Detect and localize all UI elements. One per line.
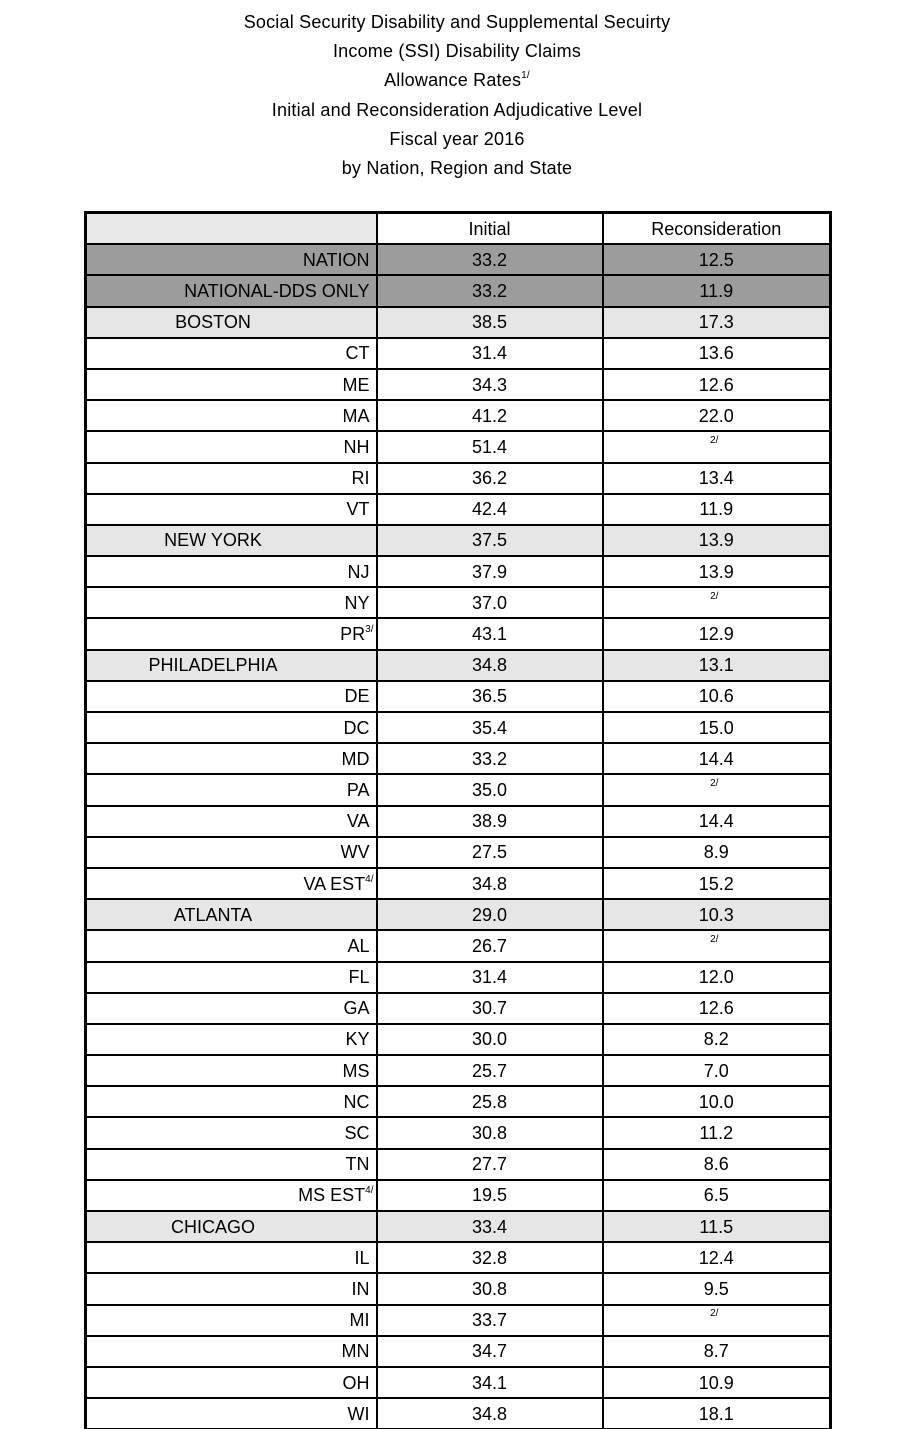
state-row [86, 774, 831, 805]
header-reconsideration: Reconsideration [603, 213, 831, 245]
header-initial: Initial [377, 213, 603, 245]
reconsideration-rate-cell: 11.9 [603, 494, 831, 525]
initial-rate-cell: 37.9 [377, 556, 603, 587]
reconsideration-footnote-marker: 2/ [710, 933, 719, 945]
row-label-cell [86, 1055, 377, 1086]
row-label-cell [86, 1180, 377, 1211]
reconsideration-rate-cell: 10.9 [603, 1367, 831, 1398]
reconsideration-rate-cell: 18.1 [603, 1398, 831, 1429]
reconsideration-rate-cell: 6.5 [603, 1180, 831, 1211]
reconsideration-rate-cell: 13.9 [603, 525, 831, 556]
state-row [86, 1149, 831, 1180]
nation-row [86, 275, 831, 306]
state-row [86, 1117, 831, 1148]
state-row [86, 930, 831, 961]
reconsideration-rate-cell: 12.6 [603, 369, 831, 400]
initial-rate-cell: 34.8 [377, 1398, 603, 1429]
row-label-cell [86, 993, 377, 1024]
reconsideration-rate-cell: 22.0 [603, 400, 831, 431]
row-label-cell [86, 650, 377, 681]
row-label: PHILADELPHIA [148, 655, 278, 676]
allowance-rates-table [84, 211, 832, 1429]
label-footnote-marker: 4/ [365, 873, 374, 885]
reconsideration-rate-cell: 15.0 [603, 712, 831, 743]
row-label: NY [344, 592, 370, 613]
reconsideration-rate-cell [603, 587, 831, 618]
row-label: DE [344, 686, 370, 707]
initial-rate-cell: 33.2 [377, 743, 603, 774]
initial-rate-cell: 34.1 [377, 1367, 603, 1398]
row-label: PR [340, 624, 366, 645]
reconsideration-rate-cell: 12.6 [603, 993, 831, 1024]
state-row [86, 1305, 831, 1336]
row-label: RI [351, 468, 370, 489]
row-label: AL [347, 935, 370, 956]
row-label: IL [354, 1247, 370, 1268]
reconsideration-rate-cell: 12.5 [603, 244, 831, 275]
row-label-cell [86, 618, 377, 649]
row-label-cell [86, 962, 377, 993]
reconsideration-footnote-marker: 2/ [710, 1308, 719, 1320]
region-row [86, 1211, 831, 1242]
initial-rate-cell: 38.9 [377, 806, 603, 837]
reconsideration-rate-cell: 14.4 [603, 743, 831, 774]
table-header-row [86, 213, 831, 245]
row-label-cell [86, 494, 377, 525]
reconsideration-rate-cell: 10.6 [603, 681, 831, 712]
state-row [86, 1336, 831, 1367]
report-title [0, 8, 914, 183]
reconsideration-rate-cell: 13.6 [603, 338, 831, 369]
reconsideration-rate-cell: 7.0 [603, 1055, 831, 1086]
row-label-cell [86, 431, 377, 462]
state-row [86, 993, 831, 1024]
initial-rate-cell: 51.4 [377, 431, 603, 462]
row-label-cell [86, 307, 377, 338]
row-label: SC [344, 1123, 370, 1144]
header-label-cell [86, 213, 377, 245]
initial-rate-cell: 32.8 [377, 1242, 603, 1273]
reconsideration-rate-cell [603, 431, 831, 462]
state-row [86, 962, 831, 993]
state-row [86, 743, 831, 774]
reconsideration-rate-cell: 12.4 [603, 1242, 831, 1273]
row-label-cell [86, 837, 377, 868]
reconsideration-rate-cell: 10.3 [603, 899, 831, 930]
reconsideration-rate-cell [603, 774, 831, 805]
row-label-cell [86, 1336, 377, 1367]
region-label-wrap [87, 312, 339, 332]
row-label-cell [86, 743, 377, 774]
row-label-cell [86, 1211, 377, 1242]
state-row [86, 1398, 831, 1429]
row-label: VA EST [303, 873, 366, 894]
initial-rate-cell: 30.8 [377, 1117, 603, 1148]
title-line-4: Initial and Reconsideration Adjudicative Level [271, 99, 643, 120]
initial-rate-cell: 42.4 [377, 494, 603, 525]
row-label: NATIONAL-DDS ONLY [184, 280, 370, 301]
row-label-cell [86, 1398, 377, 1429]
row-label: MA [342, 405, 370, 426]
row-label-cell [86, 868, 377, 899]
reconsideration-rate-cell: 13.4 [603, 463, 831, 494]
row-label-cell [86, 930, 377, 961]
row-label: VA [346, 811, 370, 832]
initial-rate-cell: 38.5 [377, 307, 603, 338]
row-label: WV [340, 842, 370, 863]
title-line-6: by Nation, Region and State [341, 158, 573, 179]
reconsideration-rate-cell: 8.6 [603, 1149, 831, 1180]
initial-rate-cell: 29.0 [377, 899, 603, 930]
initial-rate-cell: 34.7 [377, 1336, 603, 1367]
title-line-5: Fiscal year 2016 [389, 128, 525, 149]
initial-rate-cell: 37.5 [377, 525, 603, 556]
title-footnote-marker: 1/ [521, 70, 530, 82]
region-row [86, 650, 831, 681]
reconsideration-rate-cell: 12.0 [603, 962, 831, 993]
reconsideration-footnote-marker: 2/ [710, 777, 719, 789]
state-row [86, 338, 831, 369]
row-label: ATLANTA [173, 904, 253, 925]
row-label: WI [347, 1403, 370, 1424]
row-label: FL [348, 967, 370, 988]
state-row [86, 1180, 831, 1211]
reconsideration-rate-cell: 13.9 [603, 556, 831, 587]
row-label-cell [86, 712, 377, 743]
reconsideration-rate-cell: 12.9 [603, 618, 831, 649]
reconsideration-rate-cell: 13.1 [603, 650, 831, 681]
row-label-cell [86, 774, 377, 805]
reconsideration-rate-cell: 11.9 [603, 275, 831, 306]
reconsideration-rate-cell [603, 1305, 831, 1336]
row-label: CHICAGO [170, 1216, 255, 1237]
table-body [86, 244, 831, 1429]
row-label: ME [342, 374, 370, 395]
row-label-cell [86, 525, 377, 556]
row-label-cell [86, 587, 377, 618]
row-label: VT [346, 499, 370, 520]
state-row [86, 1024, 831, 1055]
title-line-3 [0, 66, 914, 95]
initial-rate-cell: 30.0 [377, 1024, 603, 1055]
row-label: MI [349, 1310, 370, 1331]
nation-row [86, 244, 831, 275]
state-row [86, 681, 831, 712]
row-label-cell [86, 275, 377, 306]
initial-rate-cell: 35.4 [377, 712, 603, 743]
initial-rate-cell: 31.4 [377, 962, 603, 993]
initial-rate-cell: 41.2 [377, 400, 603, 431]
initial-rate-cell: 36.2 [377, 463, 603, 494]
state-row [86, 556, 831, 587]
row-label-cell [86, 463, 377, 494]
row-label: MN [341, 1341, 370, 1362]
row-label: IN [351, 1278, 370, 1299]
state-row [86, 1055, 831, 1086]
row-label-cell [86, 556, 377, 587]
reconsideration-rate-cell: 17.3 [603, 307, 831, 338]
region-label-wrap [87, 905, 339, 925]
initial-rate-cell: 27.5 [377, 837, 603, 868]
row-label-cell [86, 1117, 377, 1148]
initial-rate-cell: 27.7 [377, 1149, 603, 1180]
region-row [86, 899, 831, 930]
row-label-cell [86, 1149, 377, 1180]
initial-rate-cell: 33.7 [377, 1305, 603, 1336]
initial-rate-cell: 43.1 [377, 618, 603, 649]
row-label: NC [343, 1091, 370, 1112]
initial-rate-cell: 34.8 [377, 868, 603, 899]
state-row [86, 1367, 831, 1398]
row-label-cell [86, 244, 377, 275]
row-label: TN [345, 1154, 370, 1175]
reconsideration-footnote-marker: 2/ [710, 434, 719, 446]
row-label-cell [86, 899, 377, 930]
reconsideration-rate-cell: 8.7 [603, 1336, 831, 1367]
reconsideration-rate-cell: 14.4 [603, 806, 831, 837]
reconsideration-rate-cell: 11.2 [603, 1117, 831, 1148]
initial-rate-cell: 34.8 [377, 650, 603, 681]
state-row [86, 806, 831, 837]
reconsideration-rate-cell: 15.2 [603, 868, 831, 899]
state-row [86, 494, 831, 525]
label-footnote-marker: 3/ [365, 624, 374, 636]
region-row [86, 307, 831, 338]
initial-rate-cell: 25.7 [377, 1055, 603, 1086]
reconsideration-rate-cell: 9.5 [603, 1273, 831, 1304]
row-label-cell [86, 338, 377, 369]
state-row [86, 1273, 831, 1304]
region-label-wrap [87, 1217, 339, 1237]
row-label: MS [342, 1060, 370, 1081]
row-label-cell [86, 1242, 377, 1273]
state-row [86, 431, 831, 462]
row-label-cell [86, 1305, 377, 1336]
row-label: BOSTON [175, 312, 251, 333]
region-label-wrap [87, 655, 339, 675]
state-row [86, 463, 831, 494]
row-label: KY [345, 1029, 370, 1050]
initial-rate-cell: 30.8 [377, 1273, 603, 1304]
row-label-cell [86, 1367, 377, 1398]
state-row [86, 400, 831, 431]
state-row [86, 837, 831, 868]
row-label-cell [86, 1086, 377, 1117]
region-label-wrap [87, 530, 339, 550]
row-label: GA [343, 998, 370, 1019]
reconsideration-rate-cell: 11.5 [603, 1211, 831, 1242]
initial-rate-cell: 30.7 [377, 993, 603, 1024]
allowance-rates-table-container [84, 211, 829, 1424]
row-label: PA [346, 779, 370, 800]
state-row [86, 1242, 831, 1273]
row-label: DC [343, 717, 370, 738]
state-row [86, 618, 831, 649]
initial-rate-cell: 35.0 [377, 774, 603, 805]
row-label: OH [342, 1372, 370, 1393]
initial-rate-cell: 19.5 [377, 1180, 603, 1211]
title-line-3-text: Allowance Rates [384, 70, 522, 91]
reconsideration-rate-cell: 8.2 [603, 1024, 831, 1055]
row-label-cell [86, 1024, 377, 1055]
state-row [86, 369, 831, 400]
title-line-1: Social Security Disability and Supplemental Secuirty [243, 12, 671, 32]
initial-rate-cell: 36.5 [377, 681, 603, 712]
initial-rate-cell: 31.4 [377, 338, 603, 369]
row-label: NJ [347, 561, 370, 582]
initial-rate-cell: 33.2 [377, 244, 603, 275]
region-row [86, 525, 831, 556]
reconsideration-rate-cell: 8.9 [603, 837, 831, 868]
row-label-cell [86, 681, 377, 712]
row-label: NEW YORK [164, 530, 262, 551]
initial-rate-cell: 37.0 [377, 587, 603, 618]
row-label: NATION [302, 249, 370, 270]
row-label-cell [86, 400, 377, 431]
title-line-2: Income (SSI) Disability Claims [332, 41, 582, 62]
state-row [86, 868, 831, 899]
row-label-cell [86, 1273, 377, 1304]
state-row [86, 1086, 831, 1117]
initial-rate-cell: 26.7 [377, 930, 603, 961]
label-footnote-marker: 4/ [365, 1185, 374, 1197]
reconsideration-rate-cell: 10.0 [603, 1086, 831, 1117]
row-label: MS EST [298, 1185, 366, 1206]
row-label-cell [86, 369, 377, 400]
state-row [86, 712, 831, 743]
reconsideration-rate-cell [603, 930, 831, 961]
initial-rate-cell: 34.3 [377, 369, 603, 400]
row-label: NH [343, 436, 370, 457]
initial-rate-cell: 33.2 [377, 275, 603, 306]
initial-rate-cell: 33.4 [377, 1211, 603, 1242]
reconsideration-footnote-marker: 2/ [710, 590, 719, 602]
row-label: MD [341, 748, 370, 769]
state-row [86, 587, 831, 618]
row-label-cell [86, 806, 377, 837]
row-label: CT [345, 343, 370, 364]
initial-rate-cell: 25.8 [377, 1086, 603, 1117]
